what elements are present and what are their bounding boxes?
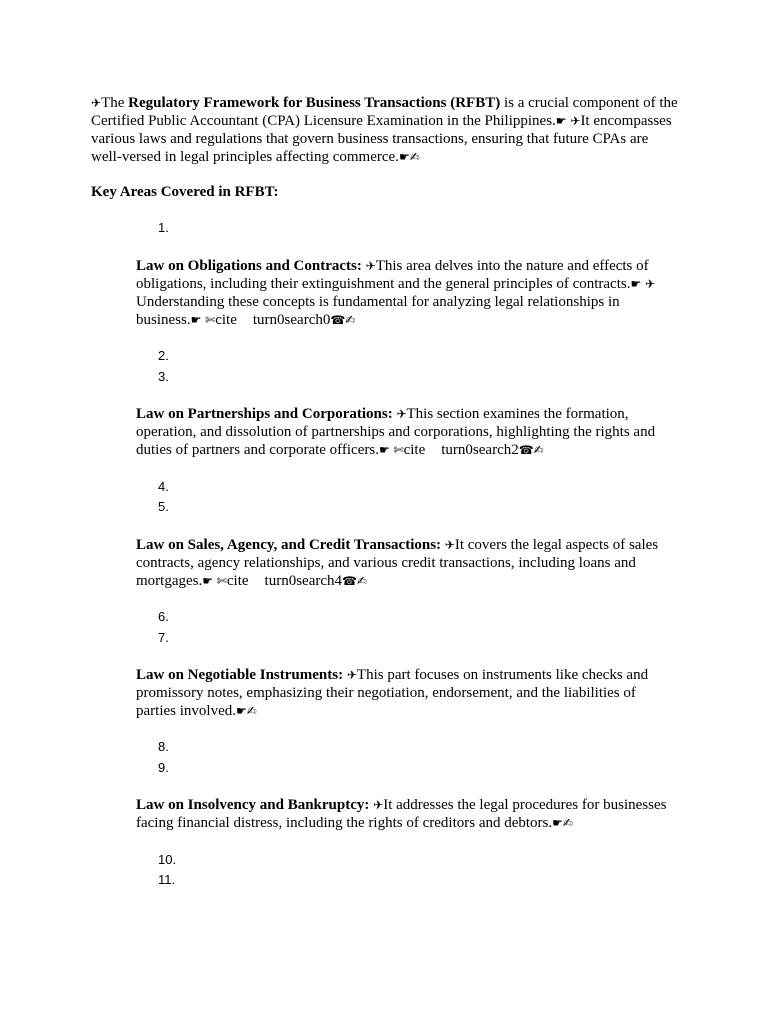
airplane-icon: ✈	[396, 407, 407, 421]
list-number: 4.	[158, 479, 169, 494]
cite-reference: turn0search4	[264, 573, 342, 589]
section-heading: Key Areas Covered in RFBT:	[91, 184, 279, 200]
list-number: 1.	[158, 220, 169, 235]
pointing-hand-writing-hand-icons: ☛✍	[235, 704, 257, 718]
airplane-icon: ✈	[365, 259, 376, 273]
cite-label: cite	[215, 312, 237, 328]
list-number: 7.	[158, 630, 169, 645]
intro-text-second: It encompasses various laws and regulations that govern business transactions, ensuring that future CPAs are well-versed in legal principles affecting commerce.	[91, 113, 672, 165]
intro-paragraph	[91, 94, 681, 166]
airplane-icon: ✈	[373, 798, 384, 812]
pointing-hand-scissors-icons: ☛ ✄	[190, 313, 216, 327]
area-text: It addresses the legal procedures for businesses facing financial distress, including the rights of creditors and debtors.	[136, 797, 667, 831]
intro-bold-term: Regulatory Framework for Business Transactions (RFBT)	[128, 95, 501, 111]
telephone-writing-hand-icons: ☎✍	[330, 313, 356, 327]
intro-text-before: The	[101, 95, 129, 111]
area-text: This section examines the formation, operation, and dissolution of partnerships and corporations, highlighting the rights and duties of partners and corporate officers.	[136, 406, 656, 458]
area-negotiable-instruments	[136, 666, 676, 720]
list-number: 6.	[158, 609, 169, 624]
intro-text-after: is a crucial component of the Certified Public Accountant (CPA) Licensure Examination in the Philippines.	[91, 95, 678, 129]
list-number: 8.	[158, 739, 169, 754]
list-number: 10.	[158, 852, 177, 867]
area-sales-agency-credit	[136, 536, 676, 590]
cite-reference: turn0search0	[252, 312, 331, 328]
area-text: It covers the legal aspects of sales contracts, agency relationships, and various credit transactions, including loans and mortgages.	[136, 537, 659, 589]
area-obligations-contracts	[136, 257, 676, 329]
area-partnerships-corporations	[136, 405, 676, 459]
telephone-writing-hand-icons: ☎✍	[518, 443, 544, 457]
area-insolvency-bankruptcy	[136, 796, 676, 832]
area-text: This part focuses on instruments like checks and promissory notes, emphasizing their negotiation, endorsement, and the liabilities of parties involved.	[136, 667, 649, 719]
area-title: Law on Partnerships and Corporations:	[136, 406, 393, 422]
area-title: Law on Obligations and Contracts:	[136, 258, 362, 274]
list-number: 11.	[158, 872, 176, 887]
airplane-icon: ✈	[444, 538, 455, 552]
area-text: Understanding these concepts is fundamental for analyzing legal relationships in business.	[136, 294, 620, 328]
pointing-hand-writing-hand-icons: ☛✍	[552, 816, 573, 830]
area-title: Law on Insolvency and Bankruptcy:	[136, 797, 370, 813]
cite-label: cite	[403, 442, 426, 458]
list-number: 5.	[158, 499, 169, 514]
pointing-hand-writing-hand-icons: ☛✍	[398, 150, 420, 164]
pointing-hand-airplane-icons: ☛ ✈	[555, 114, 581, 128]
list-number: 3.	[158, 369, 169, 384]
list-number: 9.	[158, 760, 169, 775]
pointing-hand-scissors-icons: ☛ ✄	[378, 443, 404, 457]
airplane-icon: ✈	[346, 668, 357, 682]
area-title: Law on Negotiable Instruments:	[136, 667, 344, 683]
area-text: This area delves into the nature and effects of obligations, including their extinguishment and the general principles of contracts.	[136, 258, 649, 292]
telephone-writing-hand-icons: ☎✍	[342, 574, 368, 588]
cite-reference: turn0search2	[441, 442, 519, 458]
pointing-hand-airplane-icons: ☛ ✈	[630, 277, 656, 291]
list-number: 2.	[158, 348, 169, 363]
cite-label: cite	[226, 573, 249, 589]
airplane-icon: ✈	[91, 96, 102, 110]
pointing-hand-scissors-icons: ☛ ✄	[202, 574, 227, 588]
area-title: Law on Sales, Agency, and Credit Transactions:	[136, 537, 442, 553]
